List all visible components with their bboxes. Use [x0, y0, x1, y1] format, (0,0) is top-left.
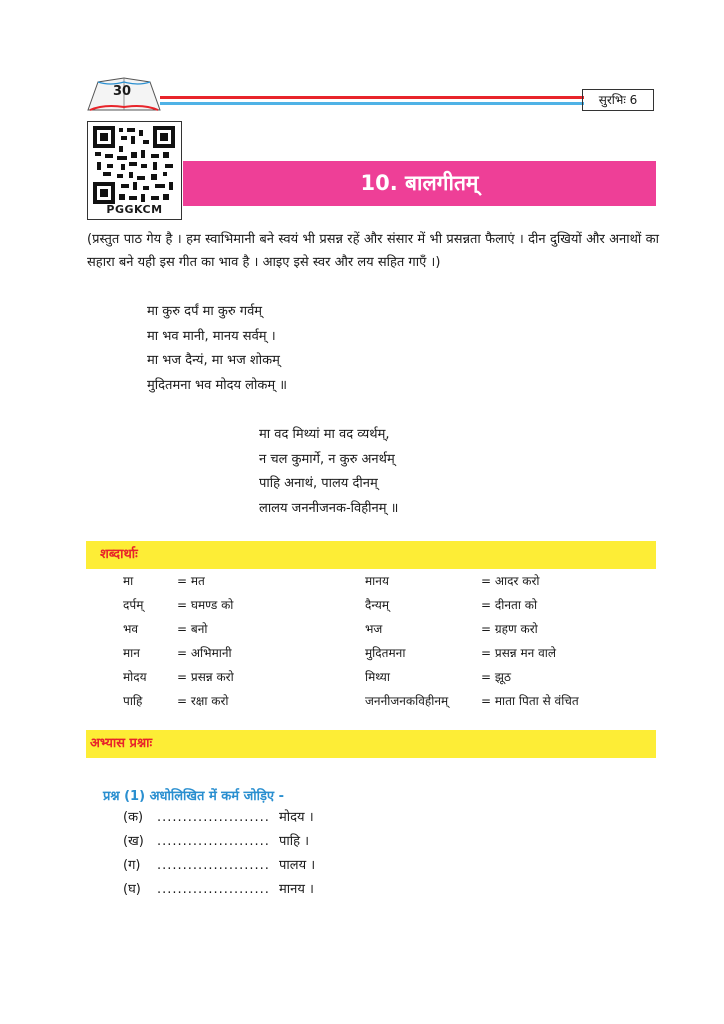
item-word: मोदय ।: [279, 810, 314, 825]
glossary-word: पाहि: [123, 694, 143, 708]
header-rule-red: [160, 96, 584, 99]
verse-line: पाहि अनाथं, पालय दीनम्: [259, 476, 378, 491]
exercises-heading: अभ्यास प्रश्नाः: [90, 736, 153, 751]
verse-line: मुदितमना भव मोदय लोकम् ॥: [147, 377, 288, 393]
page-number: 30: [112, 84, 132, 99]
glossary-heading-bar: [86, 541, 656, 569]
glossary-word: दर्पम्: [123, 598, 144, 612]
glossary-heading: शब्दार्थाः: [100, 547, 138, 562]
verse-stanza-2: [259, 423, 398, 521]
glossary-row: [0, 689, 724, 713]
lesson-title: 10. बालगीतम्: [360, 171, 479, 195]
glossary-meaning: = रक्षा करो: [177, 694, 229, 708]
header-rule-blue: [160, 102, 584, 105]
verse-line: न चल कुमार्गे, न कुरु अनर्थम्: [259, 451, 395, 467]
glossary-meaning: = दीनता को: [481, 598, 538, 612]
glossary-row: [0, 665, 724, 689]
glossary-word: मोदय: [123, 670, 147, 684]
glossary-meaning: = माता पिता से वंचित: [481, 694, 579, 708]
intro-paragraph: (प्रस्तुत पाठ गेय है । हम स्वाभिमानी बने स्वयं भी प्रसन्न रहें और संसार में भी प्रसन्नता फैलाएं । दीन दुखियों और अनाथों का सहारा बने यही इस गीत का भाव है । आइए इसे स्वर और लय सहित गाएँ ।): [87, 232, 659, 270]
glossary-meaning: = बनो: [177, 622, 208, 636]
item-label: (ख): [123, 834, 144, 849]
glossary-meaning: = घमण्ड को: [177, 598, 234, 612]
glossary-meaning: = मत: [177, 574, 205, 588]
glossary-word: भज: [365, 622, 383, 636]
glossary-word: भव: [123, 622, 139, 636]
glossary-meaning: = आदर करो: [481, 574, 540, 588]
glossary-meaning: = झूठ: [481, 670, 511, 684]
verse-line: मा भव मानी, मानय सर्वम् ।: [147, 328, 276, 344]
exercise-item: [123, 830, 309, 854]
glossary-word: मा: [123, 574, 134, 588]
answer-blank: ......................: [157, 834, 270, 849]
exercises-heading-bar: [86, 730, 656, 758]
verse-line: मा भज दैन्यं, मा भज शोकम्: [147, 353, 280, 368]
glossary-meaning: = प्रसन्न मन वाले: [481, 646, 557, 660]
book-name: सुरभिः 6: [582, 89, 654, 111]
answer-blank: ......................: [157, 810, 270, 825]
exercise-item: [123, 806, 314, 830]
glossary-meaning: = ग्रहण करो: [481, 622, 538, 636]
verse-line: लालय जननीजनक-विहीनम् ॥: [259, 500, 399, 516]
glossary-meaning: = प्रसन्न करो: [177, 670, 234, 684]
answer-blank: ......................: [157, 882, 270, 897]
exercise-item: [123, 878, 314, 902]
glossary-row: [0, 617, 724, 641]
glossary-row: [0, 641, 724, 665]
exercise-item: [123, 854, 315, 878]
glossary-table: [0, 569, 724, 719]
item-label: (ग): [123, 858, 141, 873]
item-label: (क): [123, 810, 144, 825]
glossary-word: दैन्यम्: [365, 598, 390, 612]
answer-blank: ......................: [157, 858, 270, 873]
glossary-word: मिथ्या: [365, 670, 390, 684]
qr-code-label: PGGKCM: [106, 203, 163, 216]
glossary-word: मान: [123, 646, 140, 660]
verse-line: मा वद मिथ्यां मा वद व्यर्थम्,: [259, 427, 390, 442]
glossary-row: [0, 593, 724, 617]
glossary-meaning: = अभिमानी: [177, 646, 232, 660]
verse-stanza-1: [147, 300, 287, 398]
item-label: (घ): [123, 882, 141, 897]
verse-line: मा कुरु दर्पं मा कुरु गर्वम्: [147, 304, 263, 319]
glossary-word: मुदितमना: [365, 646, 406, 660]
item-word: पाहि ।: [279, 834, 310, 849]
glossary-word: मानय: [365, 574, 389, 588]
question-1: प्रश्न (1) अधोलिखित में कर्म जोड़िए -: [103, 789, 285, 804]
glossary-row: [0, 569, 724, 593]
item-word: मानय ।: [279, 882, 314, 897]
glossary-word: जननीजनकविहीनम्: [365, 694, 449, 708]
item-word: पालय ।: [279, 858, 316, 873]
